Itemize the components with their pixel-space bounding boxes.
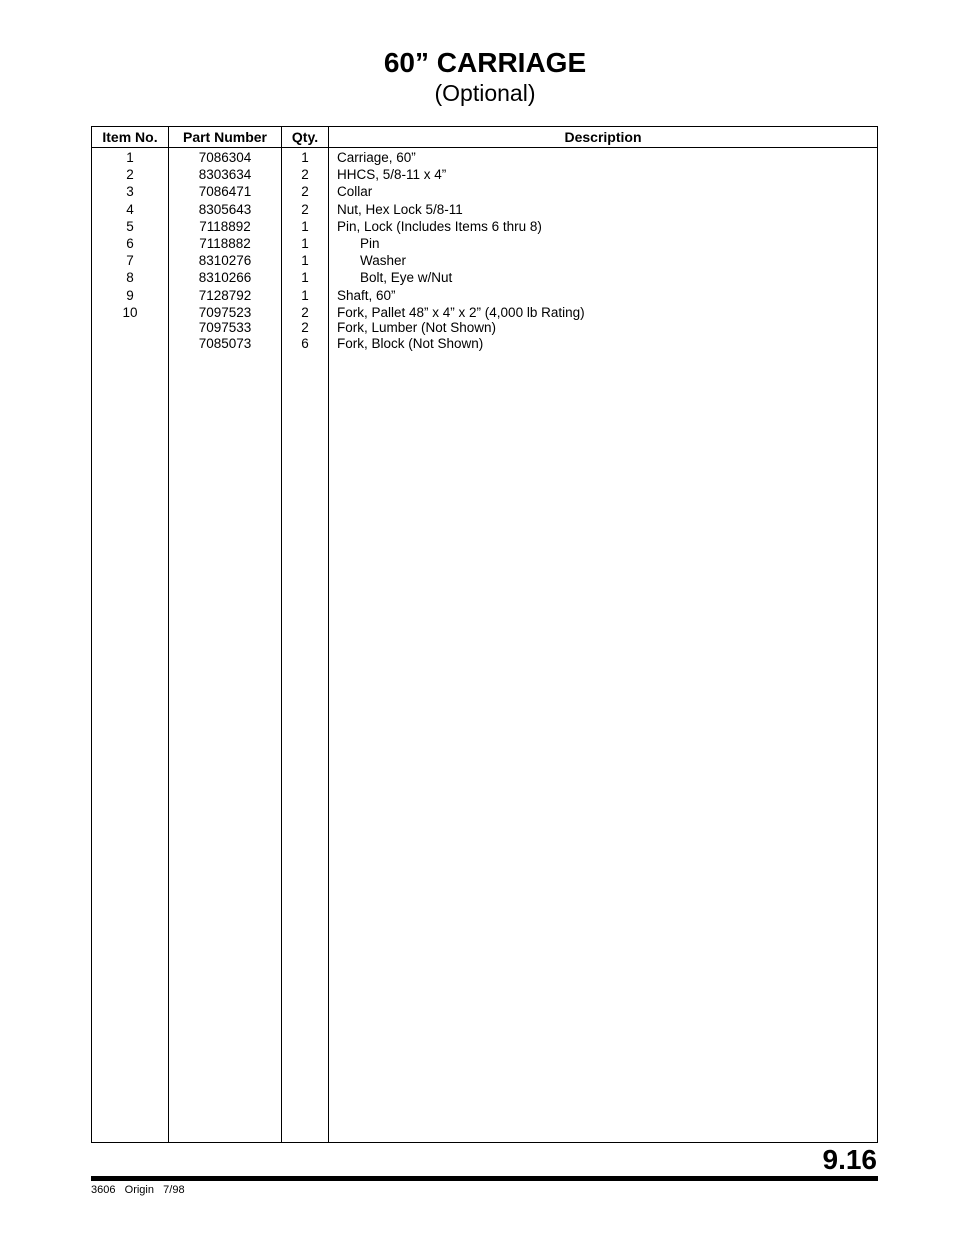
quantity: 1 — [301, 218, 309, 234]
part-number: 7086304 — [198, 150, 252, 165]
page-number: 9.16 — [822, 1144, 877, 1175]
item-no: 10 — [122, 304, 138, 320]
item-no: 3 — [126, 184, 134, 200]
page-title: 60” CARRIAGE — [383, 47, 587, 78]
quantity: 1 — [301, 253, 309, 269]
page-subtitle: (Optional) — [434, 80, 536, 106]
quantity: 2 — [301, 320, 309, 336]
part-number: 7086471 — [198, 184, 252, 200]
quantity: 6 — [301, 335, 309, 351]
part-number: 7128792 — [198, 287, 252, 303]
part-number: 8310276 — [198, 253, 252, 269]
item-no: 8 — [126, 270, 134, 286]
description: Fork, Pallet 48” x 4” x 2” (4,000 lb Rating) — [337, 304, 585, 320]
quantity: 1 — [301, 150, 309, 165]
quantity: 1 — [301, 287, 309, 303]
part-number: 8305643 — [198, 201, 252, 217]
item-no: 7 — [126, 253, 134, 269]
item-no: 4 — [126, 201, 134, 217]
quantity: 2 — [301, 304, 309, 320]
table-row — [92, 236, 877, 253]
part-number: 7118882 — [199, 235, 251, 251]
description: Washer — [360, 253, 407, 269]
item-no: 5 — [126, 218, 134, 234]
table-row — [92, 184, 877, 201]
part-number: 7118892 — [199, 218, 251, 234]
quantity: 2 — [301, 167, 309, 183]
part-number: 7097523 — [198, 304, 252, 320]
description: Fork, Block (Not Shown) — [337, 335, 484, 351]
header-description: Description — [564, 129, 642, 145]
description: Shaft, 60” — [337, 287, 396, 303]
table-row — [92, 167, 877, 184]
table-row — [92, 305, 877, 321]
description: Pin, Lock (Includes Items 6 thru 8) — [337, 218, 542, 234]
quantity: 2 — [301, 184, 309, 200]
footer-text: 3606 Origin 7/98 — [91, 1184, 185, 1196]
part-number: 7097533 — [198, 320, 252, 336]
table-row — [92, 320, 877, 336]
description: Pin — [360, 235, 380, 251]
part-number: 8310266 — [198, 270, 252, 286]
table-row — [92, 270, 877, 287]
description: Carriage, 60” — [337, 150, 416, 165]
description: Fork, Lumber (Not Shown) — [337, 320, 497, 336]
item-no: 9 — [126, 287, 134, 303]
header-qty: Qty. — [291, 129, 319, 145]
part-number: 8303634 — [198, 167, 252, 183]
description: HHCS, 5/8-11 x 4” — [337, 167, 447, 183]
table-row — [92, 202, 877, 219]
table-row — [92, 150, 877, 167]
header-item-no: Item No. — [102, 129, 158, 145]
parts-table — [91, 126, 878, 1143]
description: Collar — [337, 184, 373, 200]
item-no: 6 — [126, 235, 134, 251]
table-row — [92, 219, 877, 236]
quantity: 2 — [301, 201, 309, 217]
table-row — [92, 336, 877, 352]
footer-rule — [91, 1176, 878, 1181]
header-divider — [92, 147, 877, 148]
part-number: 7085073 — [198, 335, 252, 351]
description: Bolt, Eye w/Nut — [360, 270, 453, 286]
item-no: 2 — [126, 167, 134, 183]
table-row — [92, 253, 877, 270]
item-no: 1 — [126, 150, 134, 165]
header-part-number: Part Number — [182, 129, 268, 145]
table-row — [92, 288, 877, 305]
description: Nut, Hex Lock 5/8-11 — [337, 201, 463, 217]
quantity: 1 — [301, 235, 309, 251]
quantity: 1 — [301, 270, 309, 286]
table-body — [92, 150, 877, 351]
